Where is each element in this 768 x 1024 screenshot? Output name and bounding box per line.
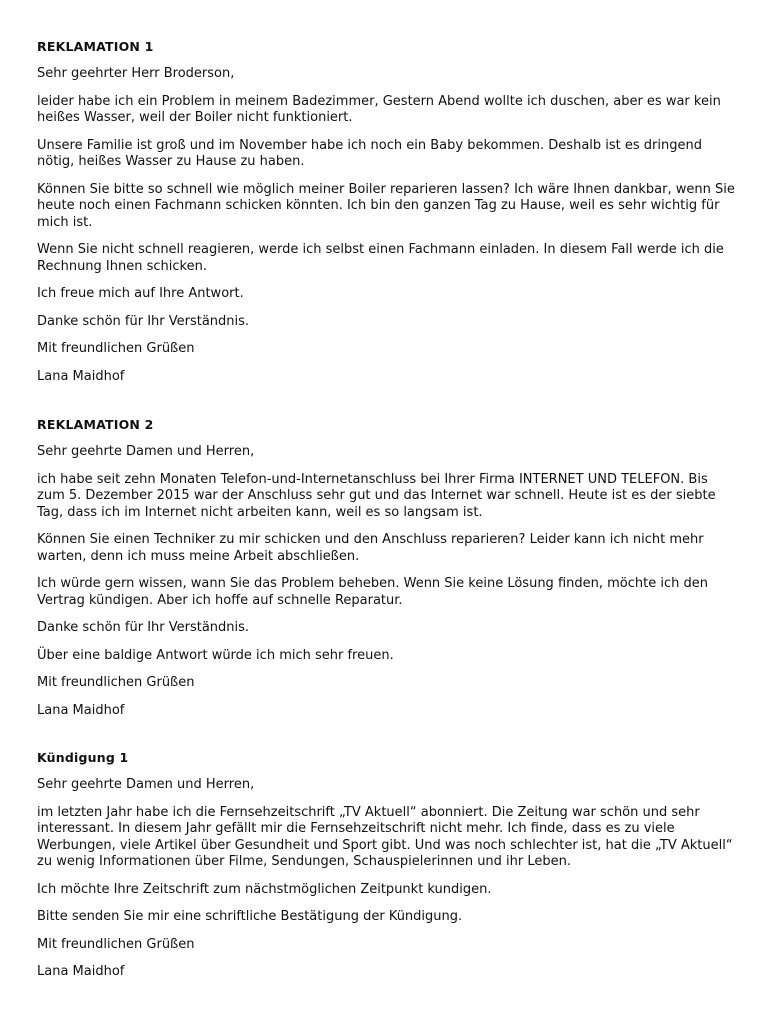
- body-paragraph: Danke schön für Ihr Verständnis.: [37, 313, 250, 329]
- closing: Mit freundlichen Grüßen: [37, 936, 195, 952]
- letter-reklamation-1: [37, 39, 737, 385]
- body-paragraph: Unsere Familie ist groß und im November habe ich noch ein Baby bekommen. Deshalb ist es dringend nötig, heißes Wasser zu Hause zu haben.: [37, 137, 702, 169]
- letter-title: REKLAMATION 2: [37, 417, 154, 432]
- salutation: Sehr geehrter Herr Broderson,: [37, 66, 235, 81]
- body-paragraph: Können Sie einen Techniker zu mir schicken und den Anschluss reparieren? Leider kann ich nicht mehr warten, denn ich muss meine Arbeit abschließen.: [37, 532, 704, 564]
- section-spacer: [37, 396, 737, 417]
- body-paragraph: Über eine baldige Antwort würde ich mich sehr freuen.: [37, 647, 394, 663]
- salutation: Sehr geehrte Damen und Herren,: [37, 777, 255, 792]
- body-paragraph: Wenn Sie nicht schnell reagieren, werde ich selbst einen Fachmann einladen. In diesem Fall werde ich die Rechnung Ihnen schicken.: [37, 242, 724, 274]
- body-paragraph: leider habe ich ein Problem in meinem Badezimmer, Gestern Abend wollte ich duschen, aber es war kein heißes Wasser, weil der Boiler nicht funktioniert.: [37, 93, 721, 125]
- body-paragraph: Bitte senden Sie mir eine schriftliche Bestätigung der Kündigung.: [37, 909, 463, 924]
- letter-title: REKLAMATION 1: [37, 39, 154, 54]
- salutation: Sehr geehrte Damen und Herren,: [37, 444, 255, 459]
- letter-kuendigung-1: [37, 750, 737, 981]
- signature-name: Lana Maidhof: [37, 964, 125, 979]
- letter-reklamation-2: [37, 417, 737, 719]
- body-paragraph: Danke schön für Ihr Verständnis.: [37, 620, 250, 635]
- body-paragraph: Ich würde gern wissen, wann Sie das Problem beheben. Wenn Sie keine Lösung finden, möchte ich den Vertrag kündigen. Aber ich hoffe auf schnelle Reparatur.: [37, 576, 708, 608]
- closing: Mit freundlichen Grüßen: [37, 675, 195, 690]
- signature-name: Lana Maidhof: [37, 368, 125, 384]
- signature-name: Lana Maidhof: [37, 702, 125, 718]
- body-paragraph: Ich freue mich auf Ihre Antwort.: [37, 286, 244, 301]
- body-paragraph: im letzten Jahr habe ich die Fernsehzeitschrift „TV Aktuell“ abonniert. Die Zeitung war schön und sehr interessant. In diesem Jahr gefällt mir die Fernsehzeitschrift nicht mehr. Ich finde, dass es zu viele Werbungen, viele Artikel über Gesundheit und Sport gibt. Und was noch schlechter ist, hat die „TV Aktuell“ zu wenig Informationen über Filme, Sendungen, Schauspielerinnen und ihr Leben.: [37, 804, 733, 869]
- section-spacer: [37, 730, 737, 750]
- letter-title: Kündigung 1: [37, 750, 129, 765]
- document-page: [37, 39, 737, 992]
- body-paragraph: Ich möchte Ihre Zeitschrift zum nächstmöglichen Zeitpunkt kundigen.: [37, 881, 492, 897]
- closing: Mit freundlichen Grüßen: [37, 341, 195, 356]
- body-paragraph: Können Sie bitte so schnell wie möglich meiner Boiler reparieren lassen? Ich wäre Ihnen dankbar, wenn Sie heute noch einen Fachmann schicken könnten. Ich bin den ganzen Tag zu Hause, weil es sehr wichtig für mich ist.: [37, 181, 735, 230]
- body-paragraph: ich habe seit zehn Monaten Telefon-und-Internetanschluss bei Ihrer Firma INTERNET UND TELEFON. Bis zum 5. Dezember 2015 war der Anschluss sehr gut und das Internet war schnell. Heute ist es der siebte Tag, dass ich im Internet nicht arbeiten kann, weil es so langsam ist.: [37, 471, 716, 520]
